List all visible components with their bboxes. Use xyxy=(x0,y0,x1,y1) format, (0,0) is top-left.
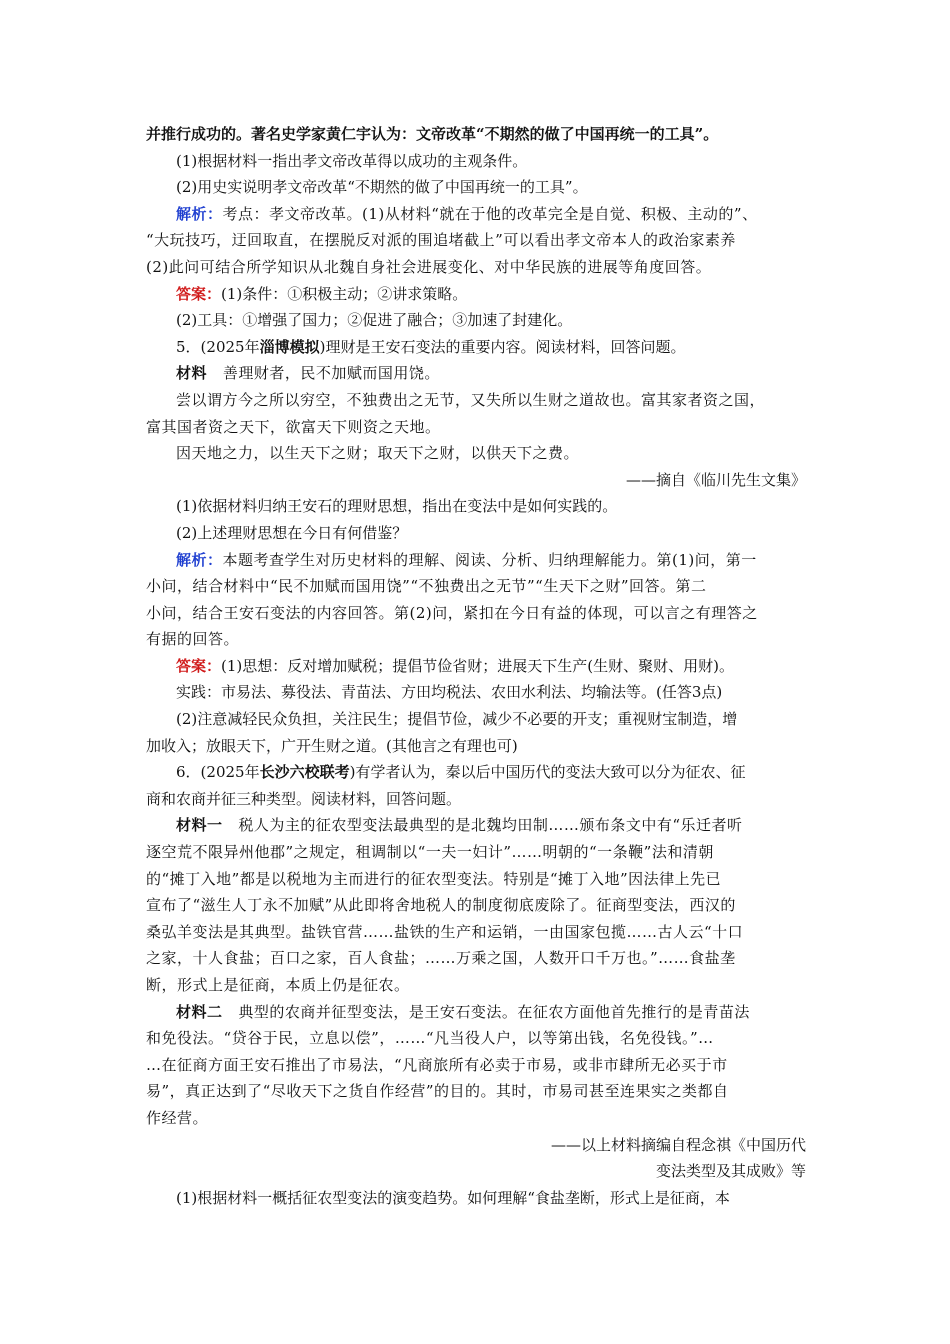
text-line: 加收入；放眼天下，广开生财之道。(其他言之有理也可) xyxy=(146,736,518,755)
text-line: 之家，十人食盐；百口之家，百人食盐；……万乘之国，人数开口千万也。”……食盐垄 xyxy=(146,949,736,968)
analysis-text: 考点：孝文帝改革。(1)从材料“就在于他的改革完全是自觉、积极、主动的”、 xyxy=(222,204,758,223)
document-page xyxy=(146,121,810,1211)
citation: ——摘自《临川先生文集》 xyxy=(625,470,806,489)
question-text: )理财是王安石变法的重要内容。阅读材料，回答问题。 xyxy=(319,337,686,356)
material-label: 材料二 xyxy=(176,1002,223,1021)
question-source: 淄博模拟 xyxy=(259,337,320,356)
text-line: 因天地之力，以生天下之财；取天下之财，以供天下之费。 xyxy=(176,444,580,463)
material-text: 税人为主的征农型变法最典型的是北魏均田制……颁布条文中有“乐迁者听 xyxy=(238,816,743,835)
question-1: (1)依据材料归纳王安石的理财思想，指出在变法中是如何实践的。 xyxy=(176,497,618,516)
text-line: 的“摊丁入地”都是以税地为主而进行的征农型变法。特别是“摊丁入地”因法律上先已 xyxy=(146,869,722,888)
text-line: 并推行成功的。著名史学家黄仁宇认为：文帝改革“不期然的做了中国再统一的工具”。 xyxy=(146,125,719,143)
text-line: (2)工具：①增强了国力；②促进了融合；③加速了封建化。 xyxy=(176,311,573,330)
question-heading xyxy=(146,759,810,786)
text-line: 断，形式上是征商，本质上仍是征农。 xyxy=(146,976,410,994)
question-2: (2)上述理财思想在今日有何借鉴？ xyxy=(176,523,408,542)
question-source: 长沙六校联考 xyxy=(259,763,350,782)
text-line: 和免役法。“贷谷于民，立息以偿”，……“凡当役人户，以等第出钱，名免役钱。”… xyxy=(146,1029,714,1048)
text-line: 商和农商并征三种类型。阅读材料，回答问题。 xyxy=(146,789,462,808)
text-line: 作经营。 xyxy=(146,1108,209,1127)
text-line: 小问，结合王安石变法的内容回答。第(2)问，紧扣在今日有益的体现，可以言之有理答之 xyxy=(146,603,758,622)
question-2: (2)用史实说明孝文帝改革“不期然的做了中国再统一的工具”。 xyxy=(176,178,588,197)
text-line: 有据的回答。 xyxy=(146,630,240,649)
text-line: …在征商方面王安石推出了市易法，“凡商旅所有必卖于市易，或非市肆所无必买于市 xyxy=(146,1055,728,1074)
text-line: “大玩技巧，迂回取直，在摆脱反对派的围追堵截上”可以看出孝文帝本人的政治家素养 xyxy=(146,231,736,250)
material-line xyxy=(146,360,810,387)
material-line xyxy=(146,812,810,839)
answer-label: 答案： xyxy=(176,656,222,675)
material-label: 材料 xyxy=(176,364,208,383)
text-line: 实践：市易法、募役法、青苗法、方田均税法、农田水利法、均输法等。(任答3点) xyxy=(176,683,723,702)
answer-line xyxy=(146,281,810,308)
question-number: 5．(2025年 xyxy=(176,337,260,356)
analysis-text: 本题考查学生对历史材料的理解、阅读、分析、归纳理解能力。第(1)问，第一 xyxy=(222,550,757,569)
question-heading xyxy=(146,334,810,361)
text-line: 逐空荒不限异州他郡”之规定，租调制以“一夫一妇计”……明朝的“一条鞭”法和清朝 xyxy=(146,843,714,862)
question-1: (1)根据材料一概括征农型变法的演变趋势。如何理解“食盐垄断，形式上是征商，本 xyxy=(176,1188,730,1207)
citation: 变法类型及其成败》等 xyxy=(655,1162,806,1181)
text-line: (2)注意减轻民众负担，关注民生；提倡节俭，减少不必要的开支；重视财宝制造，增 xyxy=(176,710,738,729)
analysis-label: 解析： xyxy=(176,204,223,223)
material-text: 善理财者，民不加赋而国用饶。 xyxy=(222,364,440,383)
text-line: 宣布了“滋生人丁永不加赋”从此即将舍地税人的制度彻底废除了。征商型变法，西汉的 xyxy=(146,896,736,915)
question-1: (1)根据材料一指出孝文帝改革得以成功的主观条件。 xyxy=(176,151,528,170)
material-line xyxy=(146,999,810,1026)
text-line: 桑弘羊变法是其典型。盐铁官营……盐铁的生产和运销，一由国家包揽……古人云“十口 xyxy=(146,922,744,941)
answer-line xyxy=(146,653,810,680)
question-number: 6．(2025年 xyxy=(176,763,260,782)
material-label: 材料一 xyxy=(176,816,223,835)
text-line: 尝以谓方今之所以穷空，不独费出之无节，又失所以生财之道故也。富其家者资之国， xyxy=(176,390,766,409)
text-line: (2)此问可结合所学知识从北魏自身社会进展变化、对中华民族的进展等角度回答。 xyxy=(146,257,712,276)
text-line: 小问，结合材料中“民不加赋而国用饶”“不独费出之无节”“生天下之财”回答。第二 xyxy=(146,577,707,596)
material-text: 典型的农商并征型变法，是王安石变法。在征农方面他首先推行的是青苗法 xyxy=(238,1002,750,1021)
answer-text: (1)条件：①积极主动；②讲求策略。 xyxy=(221,284,468,303)
text-line: 富其国者资之天下，欲富天下则资之天地。 xyxy=(146,417,441,436)
analysis-label: 解析： xyxy=(176,550,223,569)
citation: ——以上材料摘编自程念祺《中国历代 xyxy=(550,1135,806,1154)
question-text: )有学者认为，秦以后中国历代的变法大致可以分为征农、征 xyxy=(349,763,746,782)
answer-text: (1)思想：反对增加赋税；提倡节俭省财；进展天下生产(生财、聚财、用财)。 xyxy=(221,656,734,675)
text-line: 易”，真正达到了“尽收天下之货自作经营”的目的。其时，市易司甚至连果实之类都自 xyxy=(146,1082,729,1101)
answer-label: 答案： xyxy=(176,284,222,303)
analysis-line xyxy=(146,547,810,574)
analysis-line xyxy=(146,201,810,228)
